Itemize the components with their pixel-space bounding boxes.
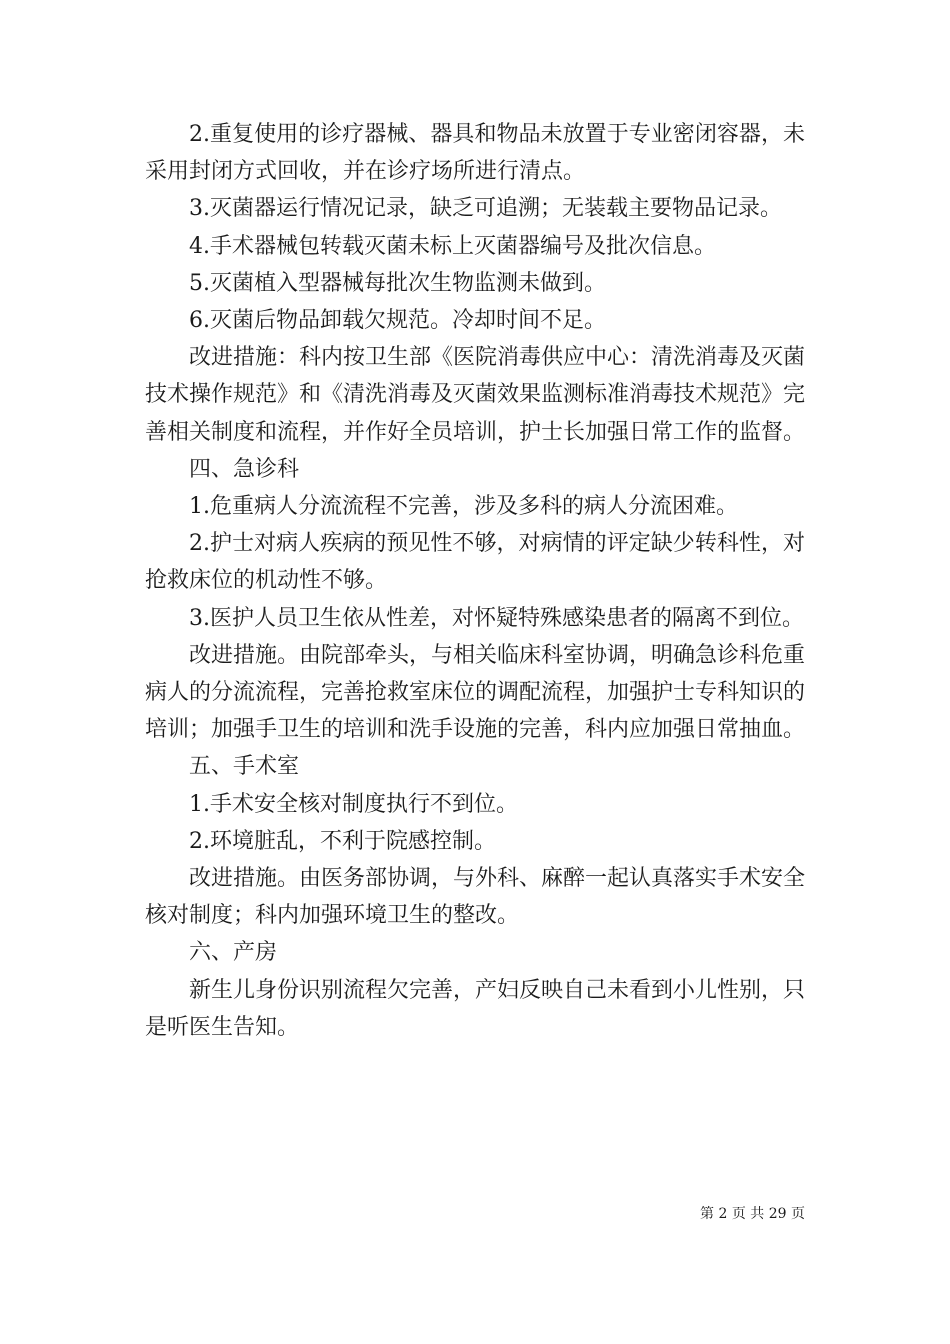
paragraph-item-2: 2.重复使用的诊疗器械、器具和物品未放置于专业密闭容器，未采用封闭方式回收，并在诊疗场所进行清点。 <box>145 122 805 185</box>
section-heading-emergency: 四、急诊科 <box>189 456 300 482</box>
paragraph-improvement-emergency: 改进措施。由院部牵头，与相关临床科室协调，明确急诊科危重病人的分流流程，完善抢救室床位的调配流程，加强护士专科知识的培训；加强手卫生的培训和洗手设施的完善，科内应加强日常抽血。 <box>145 642 806 743</box>
paragraph-item-3: 3.灭菌器运行情况记录，缺乏可追溯；无装载主要物品记录。 <box>189 196 782 222</box>
paragraph-item-6: 6.灭菌后物品卸载欠规范。冷却时间不足。 <box>189 308 606 334</box>
section-heading-operating-room: 五、手术室 <box>189 754 300 780</box>
section-heading-delivery-room: 六、产房 <box>189 940 278 966</box>
paragraph-operating-2: 2.环境脏乱，不利于院感控制。 <box>189 828 496 854</box>
paragraph-improvement-sterilization: 改进措施：科内按卫生部《医院消毒供应中心：清洗消毒及灭菌技术操作规范》和《清洗消毒及灭菌效果监测标准消毒技术规范》完善相关制度和流程，并作好全员培训，护士长加强日常工作的监督。 <box>145 345 806 445</box>
page-number: 第 2 页 共 29 页 <box>700 1206 805 1222</box>
paragraph-delivery-1: 新生儿身份识别流程欠完善，产妇反映自己未看到小儿性别，只是听医生告知。 <box>145 977 806 1040</box>
paragraph-item-4: 4.手术器械包转载灭菌未标上灭菌器编号及批次信息。 <box>189 233 716 259</box>
paragraph-emergency-1: 1.危重病人分流流程不完善，涉及多科的病人分流困难。 <box>189 494 738 520</box>
paragraph-item-5: 5.灭菌植入型器械每批次生物监测未做到。 <box>189 270 606 296</box>
paragraph-operating-1: 1.手术安全核对制度执行不到位。 <box>189 791 518 817</box>
paragraph-emergency-3: 3.医护人员卫生依从性差，对怀疑特殊感染患者的隔离不到位。 <box>189 605 804 631</box>
paragraph-emergency-2: 2.护士对病人疾病的预见性不够，对病情的评定缺少转科性，对抢救床位的机动性不够。 <box>145 531 805 594</box>
paragraph-improvement-operating: 改进措施。由医务部协调，与外科、麻醉一起认真落实手术安全核对制度；科内加强环境卫生的整改。 <box>145 866 806 929</box>
document-body <box>145 116 805 1046</box>
